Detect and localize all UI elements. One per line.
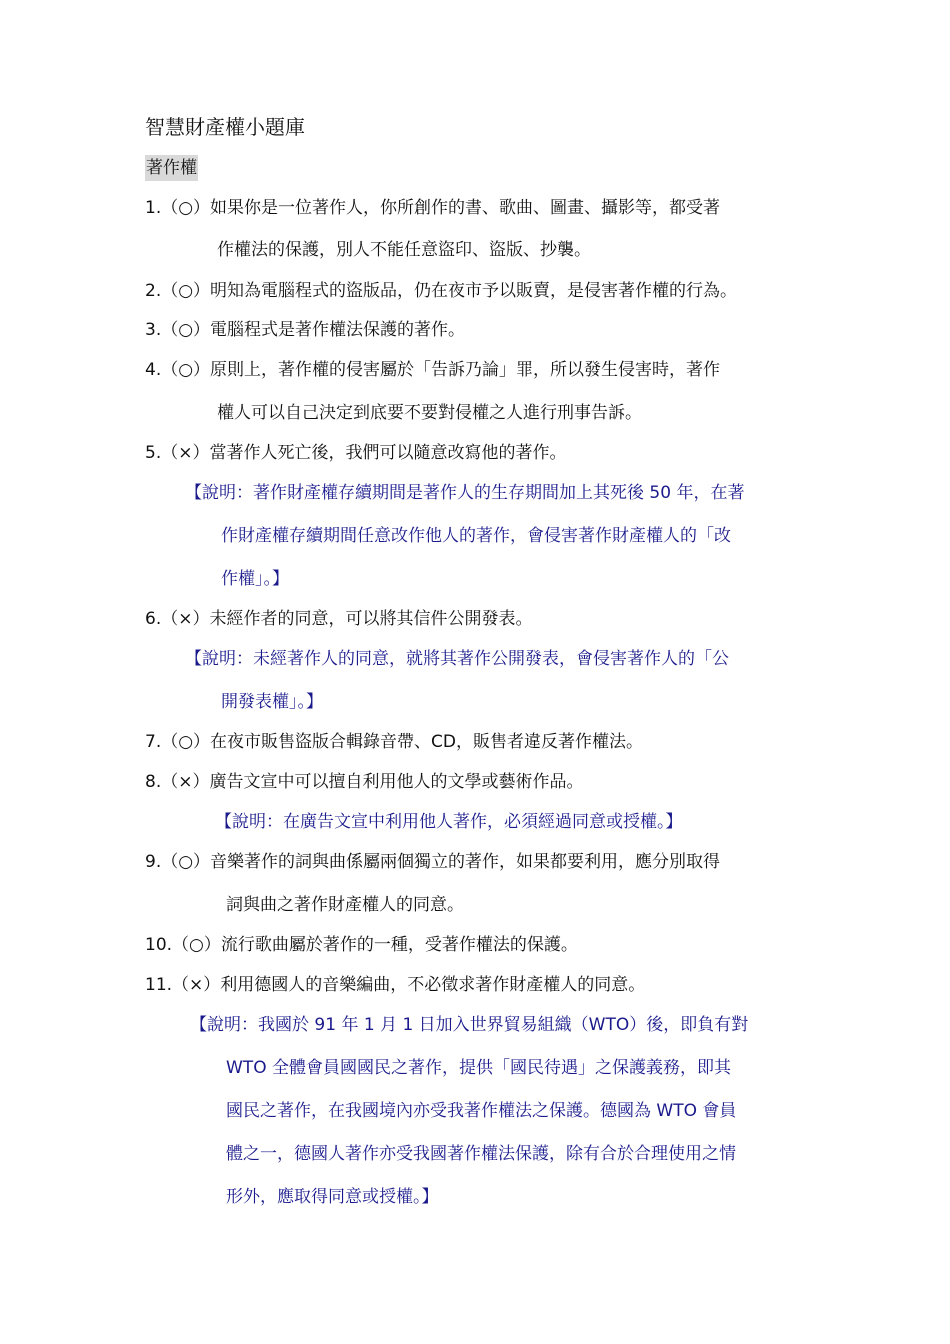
question-1-line-1: 1.（○）如果你是一位著作人，你所創作的書、歌曲、圖畫、攝影等，都受著 [145,198,721,218]
explanation-5-line-3: 作權」。】 [221,569,289,589]
explanation-11-line-1: 【說明：我國於 91 年 1 月 1 日加入世界貿易組織（WTO）後，即負有對 [190,1015,749,1035]
explanation-5-line-1: 【說明：著作財產權存續期間是著作人的生存期間加上其死後 50 年，在著 [185,483,745,503]
question-1-line-2: 作權法的保護，別人不能任意盜印、盜版、抄襲。 [217,240,591,260]
page-title: 智慧財產權小題庫 [145,115,305,139]
question-7-line-1: 7.（○）在夜市販售盜版合輯錄音帶、CD，販售者違反著作權法。 [145,732,644,752]
explanation-11-line-5: 形外，應取得同意或授權。】 [226,1187,439,1207]
section-heading: 著作權 [145,155,198,181]
explanation-8-line-1: 【說明：在廣告文宣中利用他人著作，必須經過同意或授權。】 [215,812,683,832]
question-8-line-1: 8.（×）廣告文宣中可以擅自利用他人的文學或藝術作品。 [145,772,584,792]
explanation-11-line-4: 體之一，德國人著作亦受我國著作權法保護，除有合於合理使用之情 [226,1144,736,1164]
explanation-6-line-1: 【說明：未經著作人的同意，就將其著作公開發表，會侵害著作人的「公 [185,649,729,669]
question-4-line-2: 權人可以自己決定到底要不要對侵權之人進行刑事告訴。 [217,403,642,423]
question-6-line-1: 6.（×）未經作者的同意，可以將其信件公開發表。 [145,609,533,629]
question-10-line-1: 10.（○）流行歌曲屬於著作的一種，受著作權法的保護。 [145,935,578,955]
explanation-11-line-2: WTO 全體會員國國民之著作，提供「國民待遇」之保護義務，即其 [226,1058,731,1078]
question-2-line-1: 2.（○）明知為電腦程式的盜版品，仍在夜市予以販賣，是侵害著作權的行為。 [145,281,738,301]
question-3-line-1: 3.（○）電腦程式是著作權法保護的著作。 [145,320,466,340]
question-9-line-2: 詞與曲之著作財產權人的同意。 [226,895,464,915]
question-11-line-1: 11.（×）利用德國人的音樂編曲，不必徵求著作財產權人的同意。 [145,975,646,995]
explanation-6-line-2: 開發表權」。】 [221,692,323,712]
explanation-5-line-2: 作財產權存續期間任意改作他人的著作，會侵害著作財產權人的「改 [221,526,731,546]
explanation-11-line-3: 國民之著作，在我國境內亦受我著作權法之保護。德國為 WTO 會員 [226,1101,737,1121]
question-5-line-1: 5.（×）當著作人死亡後，我們可以隨意改寫他的著作。 [145,443,567,463]
question-9-line-1: 9.（○）音樂著作的詞與曲係屬兩個獨立的著作，如果都要利用，應分別取得 [145,852,721,872]
question-4-line-1: 4.（○）原則上，著作權的侵害屬於「告訴乃論」罪，所以發生侵害時，著作 [145,360,721,380]
